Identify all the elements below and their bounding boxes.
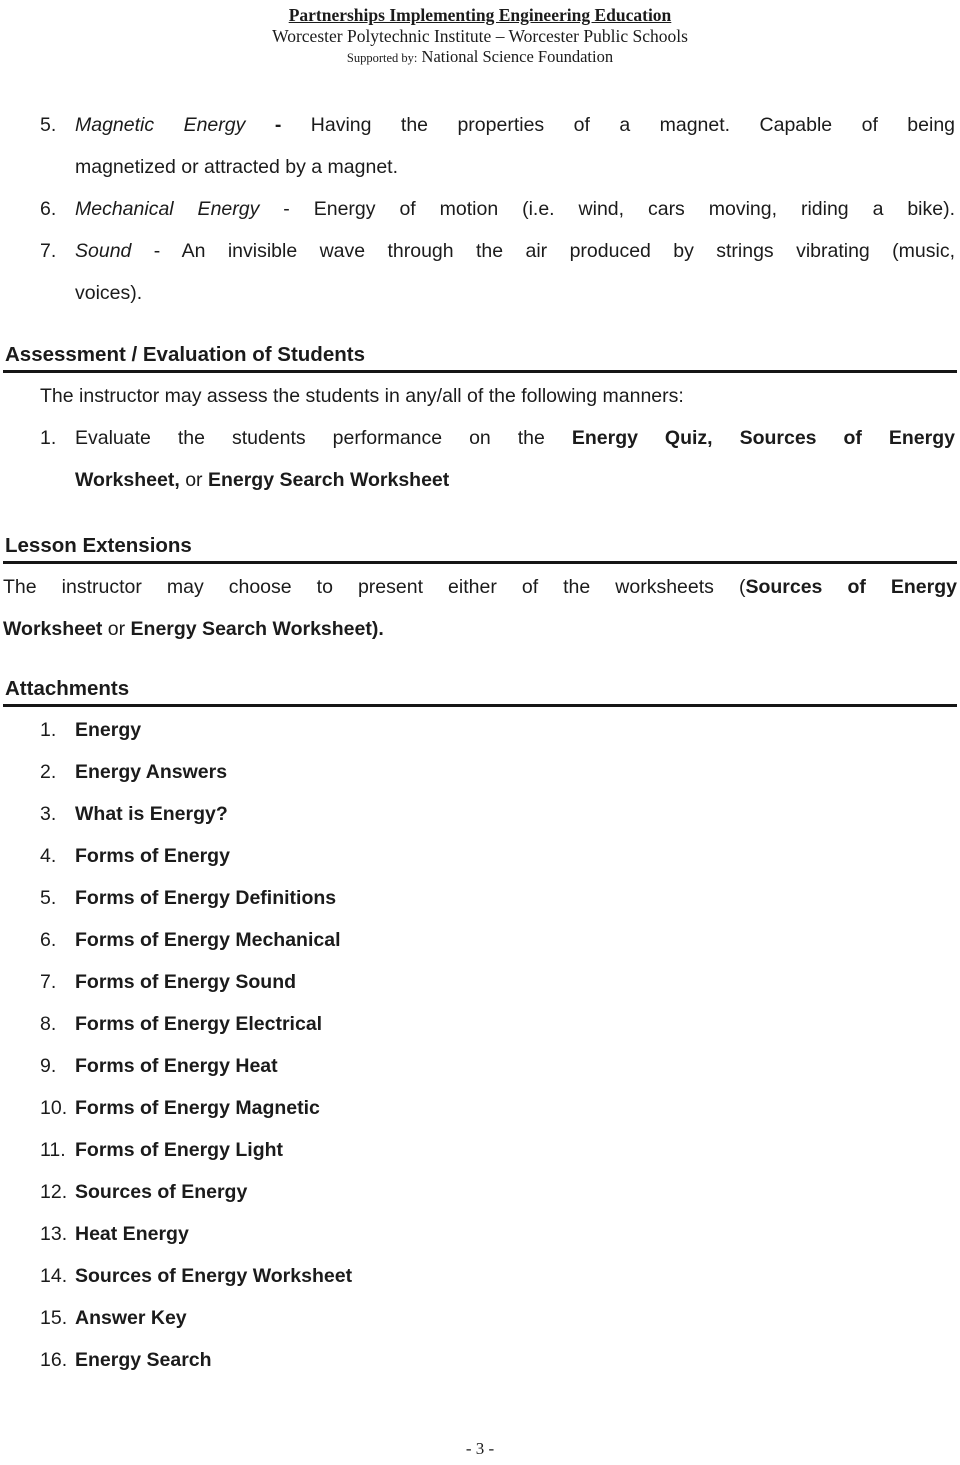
header-title: Partnerships Implementing Engineering Education xyxy=(288,5,672,25)
list-item xyxy=(0,961,960,1003)
list-item-label: Sources of Energy Worksheet xyxy=(75,1265,353,1287)
list-item-number: 15. xyxy=(40,1307,68,1329)
definition-dash: - xyxy=(153,240,161,262)
list-item-number: 14. xyxy=(40,1265,68,1287)
list-item-number: 16. xyxy=(40,1349,68,1371)
list-item-label: Energy Answers xyxy=(75,761,228,783)
list-item-label: Forms of Energy Mechanical xyxy=(75,929,341,951)
definition-line xyxy=(75,104,955,146)
section-heading-attachments: Attachments xyxy=(3,676,957,707)
list-item-label: What is Energy? xyxy=(75,803,228,825)
list-item xyxy=(0,1213,960,1255)
list-item-number: 6. xyxy=(40,198,57,220)
assessment-bold-text: Worksheet, xyxy=(75,469,180,491)
list-item-number: 13. xyxy=(40,1223,68,1245)
list-item xyxy=(0,1087,960,1129)
definition-text xyxy=(75,104,955,188)
assessment-item xyxy=(0,417,960,501)
assessment-line xyxy=(75,459,955,501)
definition-line xyxy=(75,230,955,272)
list-item-number: 9. xyxy=(40,1055,57,1077)
list-item-number: 1. xyxy=(40,427,57,449)
list-item-number: 5. xyxy=(40,114,57,136)
definition-body: An invisible wave through the air produced by strings vibrating (music, xyxy=(181,240,955,262)
list-item xyxy=(0,1045,960,1087)
list-item-number: 10. xyxy=(40,1097,68,1119)
assessment-bold-text: Energy Quiz, Sources of Energy xyxy=(571,427,955,449)
extensions-line xyxy=(3,608,957,650)
assessment-plain-text: Evaluate the students performance on the xyxy=(75,427,545,449)
list-item xyxy=(0,1255,960,1297)
assessment-item-text xyxy=(75,417,955,501)
definition-body: Energy of motion (i.e. wind, cars moving, riding a bike). xyxy=(313,198,956,220)
list-item-number: 8. xyxy=(40,1013,57,1035)
definition-line: magnetized or attracted by a magnet. xyxy=(75,156,399,178)
definition-item-sound xyxy=(0,230,960,314)
list-item-label: Energy Search xyxy=(75,1349,212,1371)
list-item xyxy=(0,919,960,961)
list-item xyxy=(0,1003,960,1045)
list-item-label: Answer Key xyxy=(75,1307,187,1329)
extensions-plain-text: The instructor may choose to present either of the worksheets ( xyxy=(3,576,746,598)
list-item xyxy=(0,877,960,919)
page-number-footer: - 3 - xyxy=(465,1439,495,1458)
list-item xyxy=(0,793,960,835)
list-item-label: Forms of Energy xyxy=(75,845,230,867)
definition-line: voices). xyxy=(75,282,143,304)
extensions-bold-text: Sources of Energy xyxy=(745,576,957,598)
document-header xyxy=(0,0,960,68)
assessment-intro: The instructor may assess the students in any/all of the following manners: xyxy=(40,385,684,407)
list-item xyxy=(0,1129,960,1171)
definition-text xyxy=(75,230,955,314)
assessment-plain-text: or xyxy=(185,469,203,491)
assessment-line xyxy=(75,417,955,459)
definitions-list xyxy=(0,104,960,314)
list-item xyxy=(0,709,960,751)
list-item-label: Forms of Energy Electrical xyxy=(75,1013,323,1035)
attachments-list xyxy=(0,709,960,1381)
list-item-label: Forms of Energy Heat xyxy=(75,1055,278,1077)
extensions-plain-text: or xyxy=(107,618,126,640)
list-item-number: 5. xyxy=(40,887,57,909)
extensions-paragraph xyxy=(3,566,957,650)
section-heading-extensions: Lesson Extensions xyxy=(3,533,957,564)
list-item-label: Forms of Energy Light xyxy=(75,1139,284,1161)
list-item-label: Energy xyxy=(75,719,142,741)
list-item-number: 4. xyxy=(40,845,57,867)
list-item-number: 12. xyxy=(40,1181,68,1203)
extensions-bold-text: Worksheet xyxy=(3,618,103,640)
list-item-number: 11. xyxy=(40,1139,66,1161)
list-item-number: 1. xyxy=(40,719,57,741)
list-item-number: 2. xyxy=(40,761,57,783)
definition-term: Mechanical Energy xyxy=(75,198,260,220)
section-heading-assessment: Assessment / Evaluation of Students xyxy=(3,342,957,373)
list-item xyxy=(0,751,960,793)
header-supported-by xyxy=(0,47,960,68)
definition-text xyxy=(75,188,955,230)
definition-item-magnetic xyxy=(0,104,960,188)
list-item-label: Forms of Energy Magnetic xyxy=(75,1097,320,1119)
definition-dash: - xyxy=(274,114,282,136)
list-item-label: Forms of Energy Definitions xyxy=(75,887,337,909)
list-item-label: Sources of Energy xyxy=(75,1181,248,1203)
definition-line xyxy=(75,188,955,230)
definition-term: Sound xyxy=(75,240,132,262)
list-item-label: Heat Energy xyxy=(75,1223,189,1245)
definition-item-mechanical xyxy=(0,188,960,230)
supported-by-org: National Science Foundation xyxy=(421,47,614,66)
list-item-number: 6. xyxy=(40,929,57,951)
header-subtitle: Worcester Polytechnic Institute – Worcester Public Schools xyxy=(272,26,688,46)
list-item xyxy=(0,1171,960,1213)
list-item xyxy=(0,835,960,877)
definition-body: Having the properties of a magnet. Capable of being xyxy=(310,114,956,136)
extensions-bold-text: Energy Search Worksheet). xyxy=(130,618,384,640)
definition-dash: - xyxy=(283,198,290,220)
list-item-number: 7. xyxy=(40,240,57,262)
list-item xyxy=(0,1297,960,1339)
extensions-line xyxy=(3,566,957,608)
list-item-label: Forms of Energy Sound xyxy=(75,971,297,993)
assessment-bold-text: Energy Search Worksheet xyxy=(207,469,450,491)
list-item xyxy=(0,1339,960,1381)
definition-term: Magnetic Energy xyxy=(75,114,246,136)
list-item-number: 7. xyxy=(40,971,57,993)
list-item-number: 3. xyxy=(40,803,57,825)
supported-by-prefix: Supported by: xyxy=(346,51,418,65)
